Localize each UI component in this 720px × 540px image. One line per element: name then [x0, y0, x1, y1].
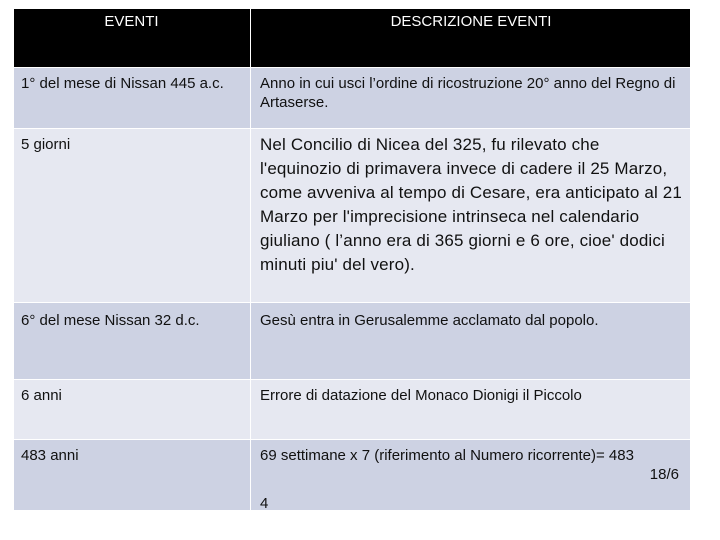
description-line: 69 settimane x 7 (riferimento al Numero ricorrente)= 483	[260, 447, 634, 464]
header-events: EVENTI	[14, 9, 251, 68]
events-table	[14, 9, 691, 511]
description-cell: Gesù entra in Gerusalemme acclamato dal popolo.	[251, 303, 691, 380]
event-cell: 5 giorni	[14, 129, 251, 303]
event-cell: 1° del mese di Nissan 445 a.c.	[14, 68, 251, 129]
event-cell: 6 anni	[14, 380, 251, 440]
description-line: 18/6	[649, 466, 679, 483]
description-cell: Errore di datazione del Monaco Dionigi il Piccolo	[251, 380, 691, 440]
description-cell	[251, 440, 691, 511]
event-cell: 6° del mese Nissan 32 d.c.	[14, 303, 251, 380]
description-cell: Anno in cui usci l’ordine di ricostruzione 20° anno del Regno di Artaserse.	[251, 68, 691, 129]
description-cell: Nel Concilio di Nicea del 325, fu rilevato che l'equinozio di primavera invece di cadere il 25 Marzo, come avveniva al tempo di Cesare, era anticipato al 21 Marzo per l'imprecisione intrinseca nel calendario giuliano ( l’anno era di 365 giorni e 6 ore, cioe' dodici minuti piu' del vero).	[251, 129, 691, 303]
description-line: 4	[260, 495, 269, 512]
header-description: DESCRIZIONE EVENTI	[251, 9, 691, 68]
event-cell: 483 anni	[14, 440, 251, 511]
